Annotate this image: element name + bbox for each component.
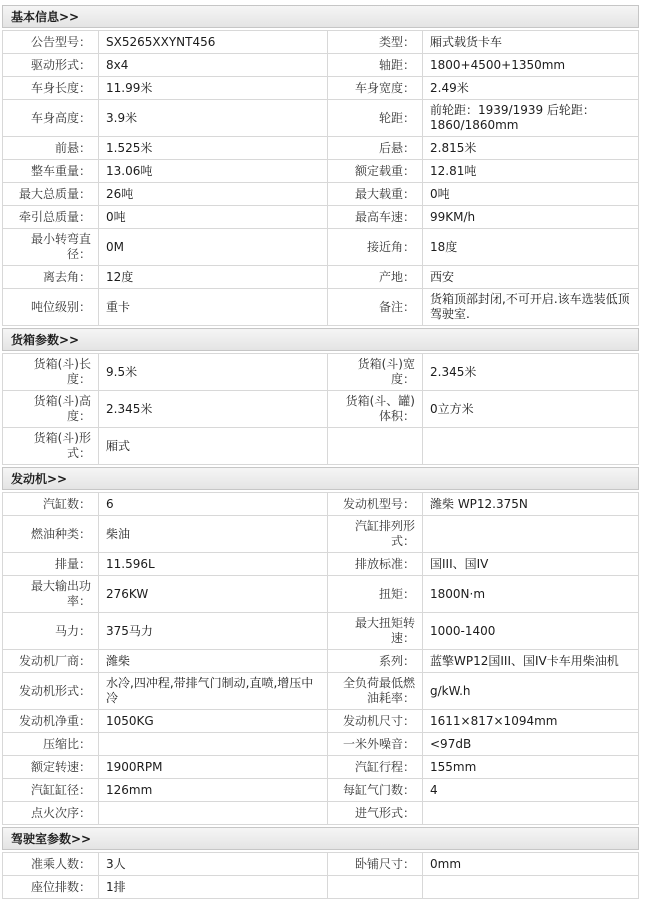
spec-label: 发动机净重： xyxy=(18,713,91,728)
spec-row xyxy=(3,136,638,159)
spec-value xyxy=(422,802,638,824)
spec-value: 26吨 xyxy=(98,183,327,205)
spec-label: 轮距： xyxy=(327,100,422,136)
spec-value: 2.345米 xyxy=(422,354,638,390)
spec-row xyxy=(3,515,638,552)
spec-value: 1排 xyxy=(98,876,327,898)
spec-label: 车身高度： xyxy=(30,110,91,125)
spec-label: 点火次序： xyxy=(30,805,91,820)
spec-row xyxy=(3,390,638,427)
spec-value: 11.99米 xyxy=(98,77,327,99)
spec-value: 1050KG xyxy=(98,710,327,732)
section-cargo-box-params xyxy=(2,328,639,465)
spec-value: 1000-1400 xyxy=(422,613,638,649)
spec-label: 货箱(斗)形式： xyxy=(33,431,91,460)
spec-label: 备注： xyxy=(327,289,422,325)
spec-value: 11.596L xyxy=(98,553,327,575)
spec-label: 发动机形式： xyxy=(18,683,91,698)
spec-value: 1800N·m xyxy=(422,576,638,612)
spec-value: 2.345米 xyxy=(98,391,327,427)
spec-label: 额定载重： xyxy=(327,160,422,182)
spec-label: 最大扭矩转速： xyxy=(327,613,422,649)
spec-label: 货箱(斗)高度： xyxy=(33,394,91,423)
spec-label: 接近角： xyxy=(327,229,422,265)
spec-rows xyxy=(2,353,639,465)
spec-row xyxy=(3,875,638,898)
spec-value: 0吨 xyxy=(422,183,638,205)
spec-label: 轴距： xyxy=(327,54,422,76)
spec-label: 汽缸缸径： xyxy=(30,782,91,797)
spec-value: 2.49米 xyxy=(422,77,638,99)
spec-label: 货箱(斗)长度： xyxy=(33,357,91,386)
spec-label: 牵引总质量： xyxy=(18,209,91,224)
spec-label: 货箱(斗、罐)体积： xyxy=(327,391,422,427)
spec-label: 马力： xyxy=(54,623,91,638)
spec-row xyxy=(3,265,638,288)
spec-row xyxy=(3,228,638,265)
spec-label: 卧铺尺寸： xyxy=(327,853,422,875)
spec-label: 汽缸行程： xyxy=(327,756,422,778)
spec-label: 扭矩： xyxy=(327,576,422,612)
spec-label: 最大输出功率： xyxy=(30,579,91,608)
spec-value: 12度 xyxy=(98,266,327,288)
spec-label: 产地： xyxy=(327,266,422,288)
spec-row xyxy=(3,552,638,575)
spec-label: 每缸气门数： xyxy=(327,779,422,801)
spec-label: 准乘人数： xyxy=(30,856,91,871)
spec-value: 0mm xyxy=(422,853,638,875)
spec-row xyxy=(3,801,638,824)
spec-row xyxy=(3,853,638,875)
spec-value: 1800+4500+1350mm xyxy=(422,54,638,76)
spec-label: 发动机厂商： xyxy=(18,653,91,668)
vehicle-spec-sheet xyxy=(2,5,639,899)
spec-row xyxy=(3,575,638,612)
spec-value: 潍柴 xyxy=(98,650,327,672)
spec-value: 国III、国IV xyxy=(422,553,638,575)
spec-row xyxy=(3,755,638,778)
spec-value: 1611×817×1094mm xyxy=(422,710,638,732)
spec-label: 额定转速： xyxy=(30,759,91,774)
spec-label: 车身长度： xyxy=(30,80,91,95)
spec-row xyxy=(3,31,638,53)
spec-value: 1900RPM xyxy=(98,756,327,778)
section-cab-params xyxy=(2,827,639,899)
spec-label: 货箱(斗)宽度： xyxy=(327,354,422,390)
spec-value: 厢式 xyxy=(98,428,327,464)
spec-value: 0M xyxy=(98,229,327,265)
spec-label: 排量： xyxy=(54,556,91,571)
spec-row xyxy=(3,732,638,755)
spec-row xyxy=(3,672,638,709)
spec-row xyxy=(3,53,638,76)
spec-value: 8x4 xyxy=(98,54,327,76)
spec-value: <97dB xyxy=(422,733,638,755)
spec-label: 公告型号： xyxy=(30,34,91,49)
spec-value: 6 xyxy=(98,493,327,515)
spec-label: 全负荷最低燃油耗率： xyxy=(327,673,422,709)
section-title: 货箱参数>> xyxy=(2,328,639,351)
spec-label: 压缩比： xyxy=(42,736,91,751)
spec-value: 9.5米 xyxy=(98,354,327,390)
spec-label: 发动机型号： xyxy=(327,493,422,515)
spec-label: 前悬： xyxy=(54,140,91,155)
spec-value xyxy=(422,428,638,464)
spec-value: 99KM/h xyxy=(422,206,638,228)
spec-label: 一米外噪音： xyxy=(327,733,422,755)
spec-label: 最高车速： xyxy=(327,206,422,228)
spec-value xyxy=(98,802,327,824)
spec-row xyxy=(3,182,638,205)
spec-value: 前轮距：1939/1939 后轮距：1860/1860mm xyxy=(422,100,638,136)
spec-value: 潍柴 WP12.375N xyxy=(422,493,638,515)
spec-label: 离去角： xyxy=(42,269,91,284)
spec-value: 0吨 xyxy=(98,206,327,228)
spec-label: 驱动形式： xyxy=(30,57,91,72)
spec-value: 西安 xyxy=(422,266,638,288)
spec-label: 最大总质量： xyxy=(18,186,91,201)
spec-row xyxy=(3,205,638,228)
spec-value: 12.81吨 xyxy=(422,160,638,182)
spec-value: 货箱顶部封闭,不可开启.该车选装低顶驾驶室. xyxy=(422,289,638,325)
spec-label xyxy=(327,428,422,464)
spec-label: 排放标准： xyxy=(327,553,422,575)
section-title: 发动机>> xyxy=(2,467,639,490)
spec-value: 水冷,四冲程,带排气门制动,直喷,增压中冷 xyxy=(98,673,327,709)
spec-label: 车身宽度： xyxy=(327,77,422,99)
spec-value: 3人 xyxy=(98,853,327,875)
section-title: 基本信息>> xyxy=(2,5,639,28)
spec-label: 吨位级别： xyxy=(30,299,91,314)
spec-rows xyxy=(2,492,639,825)
spec-value: 126mm xyxy=(98,779,327,801)
spec-value: SX5265XXYNT456 xyxy=(98,31,327,53)
spec-label: 发动机尺寸： xyxy=(327,710,422,732)
spec-row xyxy=(3,354,638,390)
spec-row xyxy=(3,99,638,136)
spec-rows xyxy=(2,852,639,899)
spec-row xyxy=(3,709,638,732)
section-engine xyxy=(2,467,639,825)
spec-label: 类型： xyxy=(327,31,422,53)
spec-value: 厢式载货卡车 xyxy=(422,31,638,53)
spec-row xyxy=(3,288,638,325)
spec-label: 最大载重： xyxy=(327,183,422,205)
spec-value: 4 xyxy=(422,779,638,801)
spec-label: 燃油种类： xyxy=(30,526,91,541)
spec-value: 13.06吨 xyxy=(98,160,327,182)
spec-label: 汽缸排列形式： xyxy=(327,516,422,552)
spec-rows xyxy=(2,30,639,326)
spec-label: 系列： xyxy=(327,650,422,672)
spec-row xyxy=(3,649,638,672)
spec-row xyxy=(3,493,638,515)
spec-row xyxy=(3,159,638,182)
spec-label xyxy=(327,876,422,898)
spec-value: 155mm xyxy=(422,756,638,778)
spec-row xyxy=(3,778,638,801)
spec-value: 18度 xyxy=(422,229,638,265)
spec-row xyxy=(3,612,638,649)
spec-value: 柴油 xyxy=(98,516,327,552)
spec-value: 276KW xyxy=(98,576,327,612)
spec-value xyxy=(98,733,327,755)
section-title: 驾驶室参数>> xyxy=(2,827,639,850)
spec-label: 座位排数： xyxy=(30,879,91,894)
spec-label: 汽缸数： xyxy=(42,496,91,511)
spec-value: 3.9米 xyxy=(98,100,327,136)
spec-row xyxy=(3,427,638,464)
spec-label: 后悬： xyxy=(327,137,422,159)
spec-label: 整车重量： xyxy=(30,163,91,178)
section-basic-info xyxy=(2,5,639,326)
spec-value: 重卡 xyxy=(98,289,327,325)
spec-value: 0立方米 xyxy=(422,391,638,427)
spec-value xyxy=(422,516,638,552)
spec-value: 375马力 xyxy=(98,613,327,649)
spec-value: 1.525米 xyxy=(98,137,327,159)
spec-label: 进气形式： xyxy=(327,802,422,824)
spec-label: 最小转弯直径： xyxy=(30,232,91,261)
spec-value xyxy=(422,876,638,898)
spec-value: g/kW.h xyxy=(422,673,638,709)
spec-row xyxy=(3,76,638,99)
spec-value: 2.815米 xyxy=(422,137,638,159)
spec-value: 蓝擎WP12国III、国IV卡车用柴油机 xyxy=(422,650,638,672)
